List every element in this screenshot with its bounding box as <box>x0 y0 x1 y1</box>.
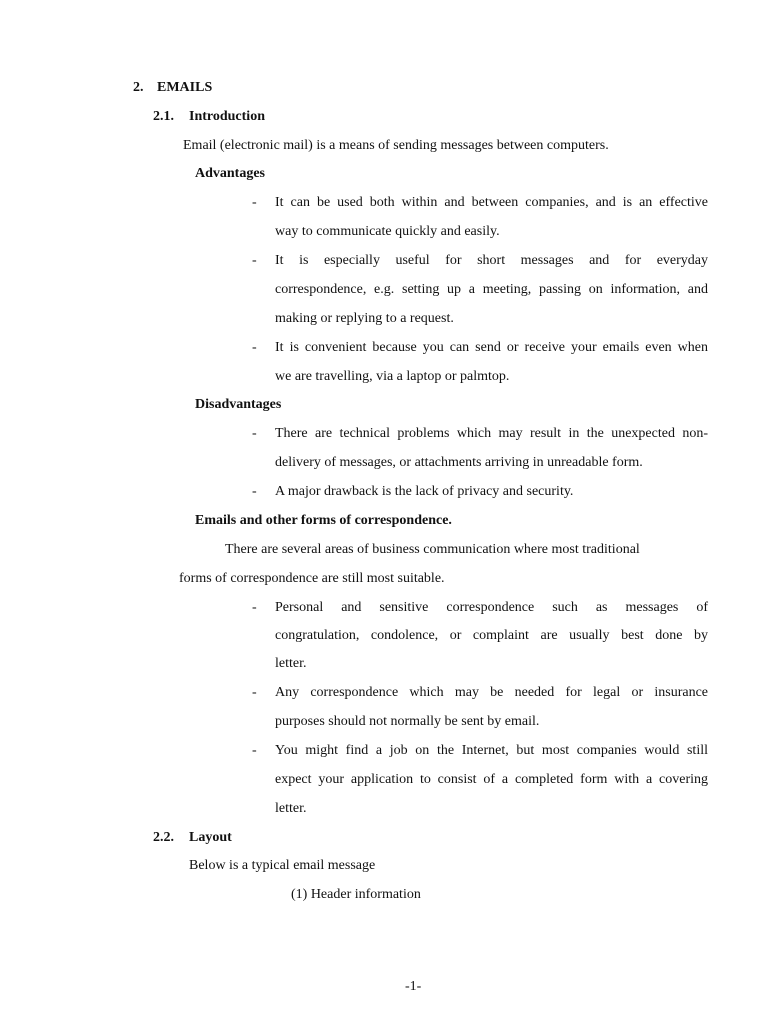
bullet-dash: - <box>252 340 257 355</box>
bullet-dash: - <box>252 195 257 210</box>
subsection-number-intro: 2.1. <box>153 109 174 124</box>
list-item-line: way to communicate quickly and easily. <box>275 224 500 239</box>
section-title: EMAILS <box>157 80 213 95</box>
advantages-heading: Advantages <box>195 166 266 181</box>
list-item-line: It is convenient because you can send or receive your emails even when <box>275 340 708 355</box>
list-item-line: Personal and sensitive correspondence such as messages of <box>275 600 708 615</box>
list-item-line: expect your application to consist of a completed form with a covering <box>275 772 708 787</box>
page-number: -1- <box>405 979 422 994</box>
list-item-line: It is especially useful for short messages and for everyday <box>275 253 708 268</box>
list-item-line: congratulation, condolence, or complaint are usually best done by <box>275 628 708 643</box>
other-forms-heading: Emails and other forms of correspondence. <box>195 513 452 528</box>
paragraph-line: forms of correspondence are still most suitable. <box>179 571 445 586</box>
bullet-dash: - <box>252 426 257 441</box>
list-item-line: correspondence, e.g. setting up a meeting, passing on information, and <box>275 282 708 297</box>
bullet-dash: - <box>252 743 257 758</box>
list-item-line: It can be used both within and between companies, and is an effective <box>275 195 708 210</box>
section-number: 2. <box>133 80 144 95</box>
list-item-line: You might find a job on the Internet, but most companies would still <box>275 743 708 758</box>
list-item-line: Any correspondence which may be needed for legal or insurance <box>275 685 708 700</box>
paragraph-line: There are several areas of business communication where most traditional <box>225 542 640 557</box>
email-definition: Email (electronic mail) is a means of sending messages between computers. <box>183 138 609 153</box>
subsection-number-layout: 2.2. <box>153 830 174 845</box>
disadvantages-heading: Disadvantages <box>195 397 282 412</box>
bullet-dash: - <box>252 253 257 268</box>
list-item-line: A major drawback is the lack of privacy and security. <box>275 484 574 499</box>
bullet-dash: - <box>252 685 257 700</box>
subsection-title-layout: Layout <box>189 830 232 845</box>
list-item-line: making or replying to a request. <box>275 311 454 326</box>
subsection-title-intro: Introduction <box>189 109 265 124</box>
header-information-heading: (1) Header information <box>291 887 421 902</box>
layout-text: Below is a typical email message <box>189 858 376 873</box>
list-item-line: There are technical problems which may result in the unexpected non- <box>275 426 708 441</box>
bullet-dash: - <box>252 484 257 499</box>
list-item-line: delivery of messages, or attachments arriving in unreadable form. <box>275 455 643 470</box>
bullet-dash: - <box>252 600 257 615</box>
list-item-line: purposes should not normally be sent by email. <box>275 714 540 729</box>
list-item-line: letter. <box>275 801 307 816</box>
list-item-line: we are travelling, via a laptop or palmtop. <box>275 369 510 384</box>
list-item-line: letter. <box>275 656 307 671</box>
